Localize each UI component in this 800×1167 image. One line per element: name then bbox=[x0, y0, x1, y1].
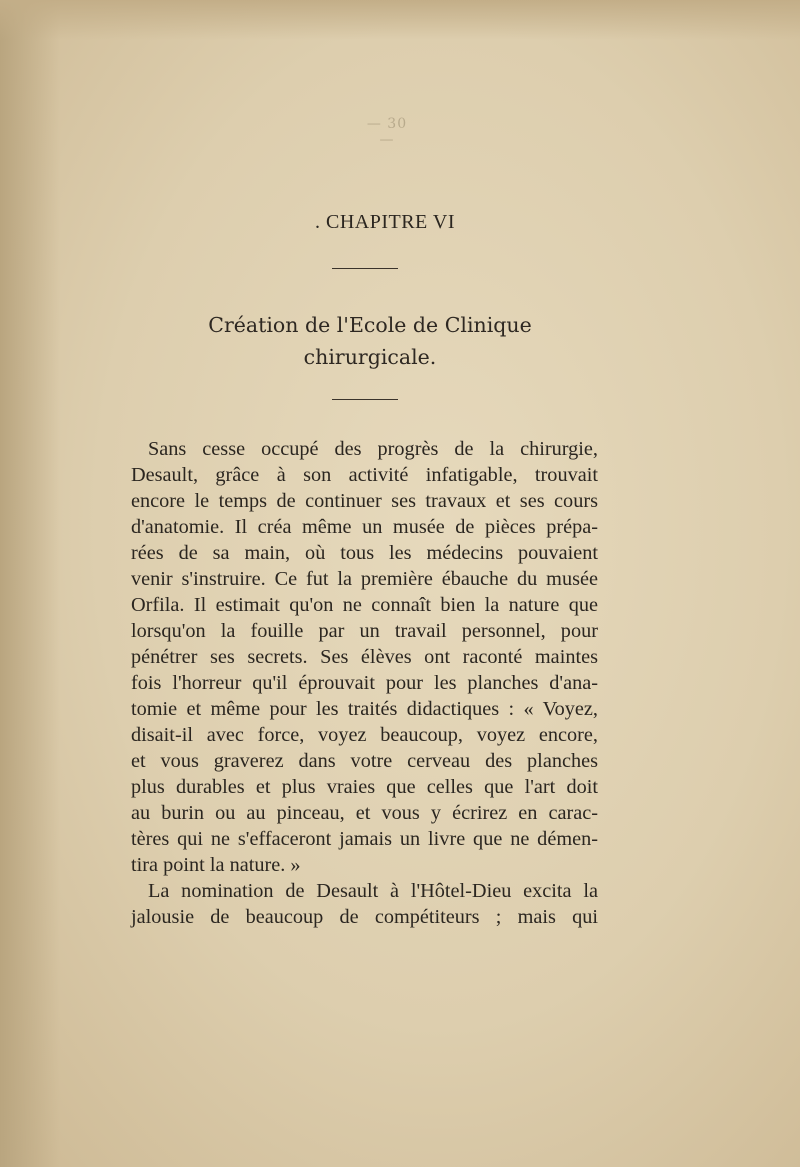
body-line: d'anatomie. Il créa même un musée de pièces prépa- bbox=[131, 516, 598, 538]
section-title-line-2: chirurgicale. bbox=[303, 345, 437, 369]
body-line: Sans cesse occupé des progrès de la chirurgie, bbox=[148, 438, 598, 460]
divider-rule-bottom bbox=[332, 399, 398, 400]
page-edge-shadow-top bbox=[0, 0, 800, 40]
body-line: Desault, grâce à son activité infatigable, trouvait bbox=[131, 464, 598, 486]
divider-rule-top bbox=[332, 268, 398, 269]
body-line: tira point la nature. » bbox=[131, 854, 301, 876]
body-line: rées de sa main, où tous les médecins pouvaient bbox=[131, 542, 598, 564]
body-line: lorsqu'on la fouille par un travail personnel, pour bbox=[131, 620, 598, 642]
body-line: jalousie de beaucoup de compétiteurs ; mais qui bbox=[131, 906, 598, 928]
chapter-heading: . CHAPITRE VI bbox=[314, 211, 456, 233]
section-title-line-1: Création de l'Ecole de Clinique bbox=[208, 313, 532, 337]
body-line: tomie et même pour les traités didactiques : « Voyez, bbox=[131, 698, 598, 720]
body-line: au burin ou au pinceau, et vous y écrirez en carac- bbox=[131, 802, 598, 824]
body-line: Orfila. Il estimait qu'on ne connaît bien la nature que bbox=[131, 594, 598, 616]
page-number: — 30 — bbox=[366, 116, 408, 148]
body-line: plus durables et plus vraies que celles que l'art doit bbox=[131, 776, 598, 798]
section-title bbox=[150, 309, 590, 373]
body-line: La nomination de Desault à l'Hôtel-Dieu excita la bbox=[148, 880, 598, 902]
body-line: et vous graverez dans votre cerveau des planches bbox=[131, 750, 598, 772]
body-line: disait-il avec force, voyez beaucoup, voyez encore, bbox=[131, 724, 598, 746]
body-line: fois l'horreur qu'il éprouvait pour les planches d'ana- bbox=[131, 672, 598, 694]
body-line: venir s'instruire. Ce fut la première ébauche du musée bbox=[131, 568, 598, 590]
body-line: encore le temps de continuer ses travaux et ses cours bbox=[131, 490, 598, 512]
body-line: pénétrer ses secrets. Ses élèves ont raconté maintes bbox=[131, 646, 598, 668]
page-edge-shadow-left bbox=[0, 0, 60, 1167]
body-paragraphs bbox=[131, 436, 598, 930]
body-line: tères qui ne s'effaceront jamais un livre que ne démen- bbox=[131, 828, 598, 850]
